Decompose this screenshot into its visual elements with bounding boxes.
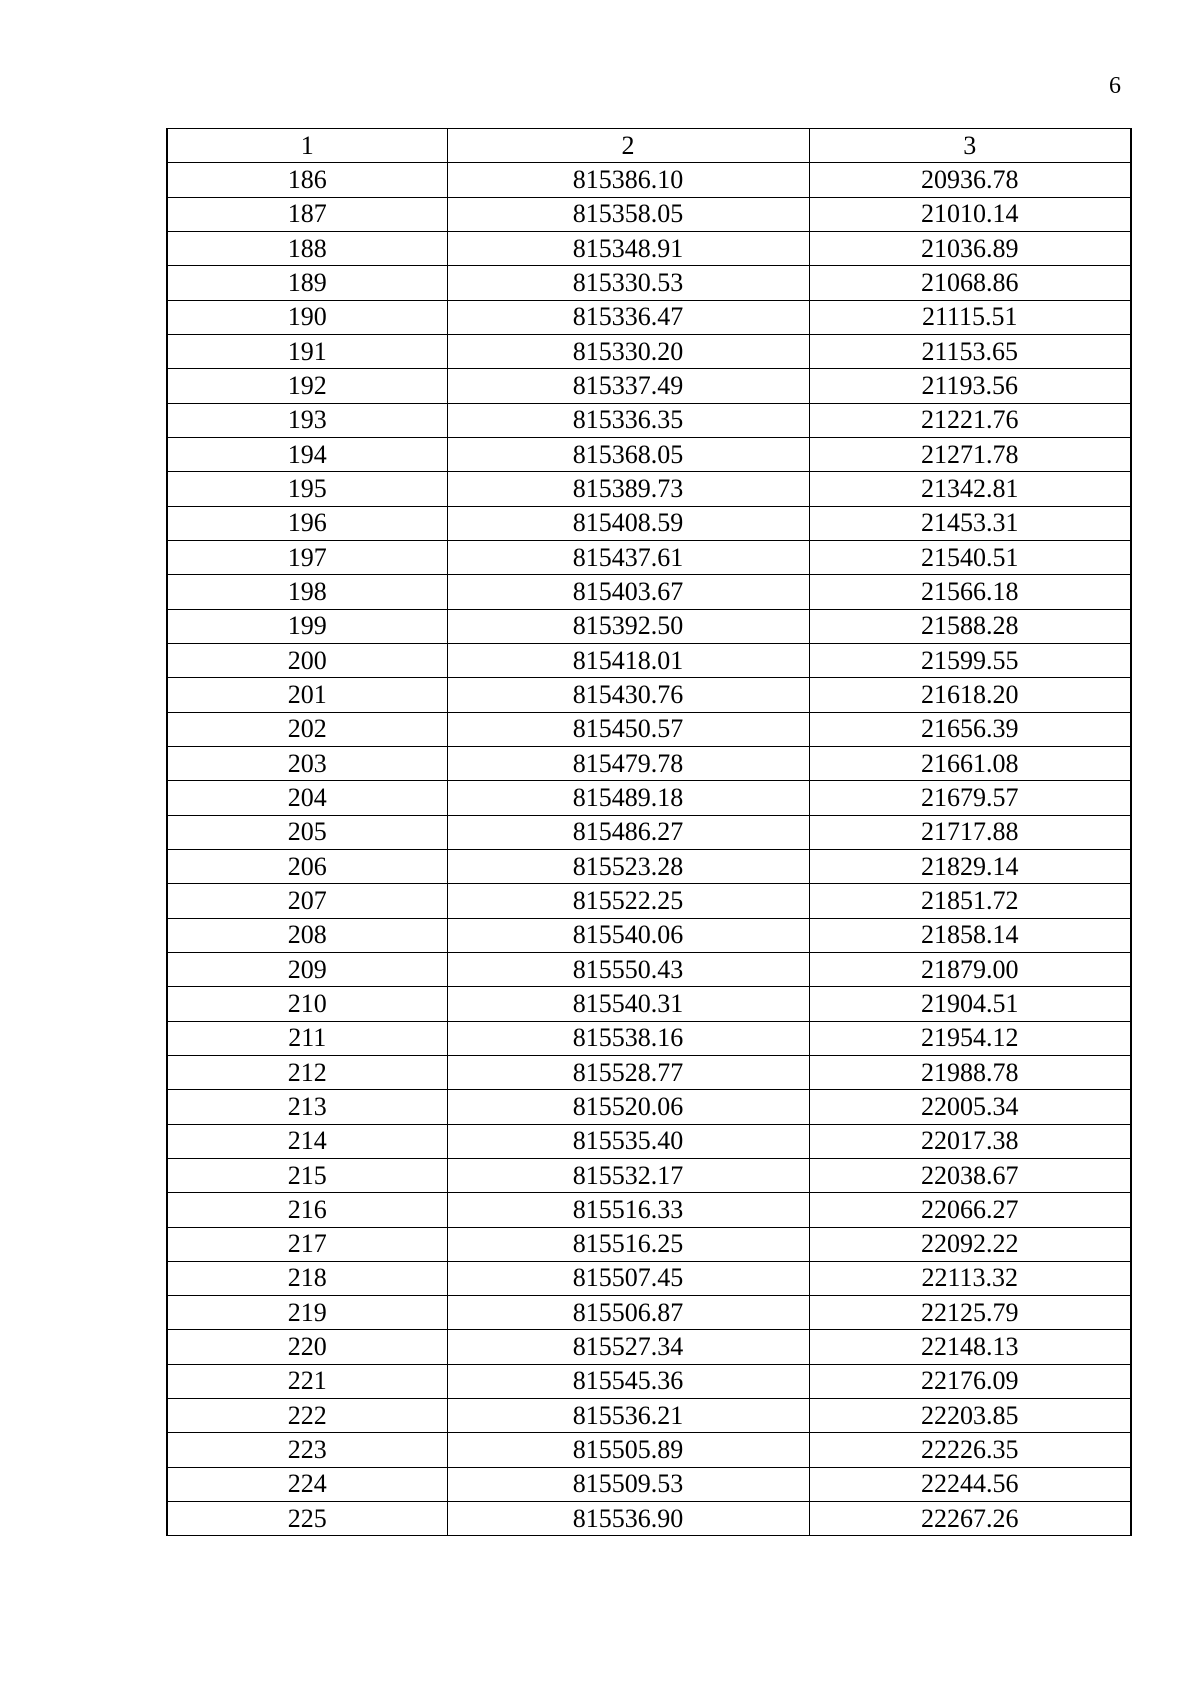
table-cell-col-1: 211 xyxy=(167,1021,447,1055)
coordinates-table xyxy=(166,128,1132,1536)
table-cell-col-1: 201 xyxy=(167,678,447,712)
table-row xyxy=(167,369,1131,403)
table-cell-col-1: 208 xyxy=(167,918,447,952)
table-cell-col-2: 815536.21 xyxy=(447,1399,809,1433)
table-row xyxy=(167,952,1131,986)
table-cell-col-1: 224 xyxy=(167,1467,447,1501)
table-row xyxy=(167,1433,1131,1467)
table-cell-col-2: 815389.73 xyxy=(447,472,809,506)
table-cell-col-1: 219 xyxy=(167,1296,447,1330)
table-row xyxy=(167,231,1131,265)
table-cell-col-1: 212 xyxy=(167,1055,447,1089)
table-cell-col-3: 21342.81 xyxy=(809,472,1131,506)
table-row xyxy=(167,1193,1131,1227)
table-row xyxy=(167,403,1131,437)
table-row xyxy=(167,540,1131,574)
table-row xyxy=(167,781,1131,815)
table-cell-col-1: 214 xyxy=(167,1124,447,1158)
table-row xyxy=(167,1227,1131,1261)
table-row xyxy=(167,163,1131,197)
table-cell-col-3: 21193.56 xyxy=(809,369,1131,403)
table-row xyxy=(167,1261,1131,1295)
table-cell-col-3: 20936.78 xyxy=(809,163,1131,197)
table-cell-col-3: 21453.31 xyxy=(809,506,1131,540)
table-cell-col-2: 815479.78 xyxy=(447,746,809,780)
table-cell-col-2: 815430.76 xyxy=(447,678,809,712)
table-row xyxy=(167,815,1131,849)
table-cell-col-3: 21036.89 xyxy=(809,231,1131,265)
table-row xyxy=(167,1467,1131,1501)
table-cell-col-1: 216 xyxy=(167,1193,447,1227)
table-cell-col-3: 21115.51 xyxy=(809,300,1131,334)
table-cell-col-2: 815535.40 xyxy=(447,1124,809,1158)
table-cell-col-2: 815520.06 xyxy=(447,1090,809,1124)
table-cell-col-1: 187 xyxy=(167,197,447,231)
table-cell-col-1: 191 xyxy=(167,334,447,368)
table-cell-col-3: 22176.09 xyxy=(809,1364,1131,1398)
table-cell-col-2: 815545.36 xyxy=(447,1364,809,1398)
table-cell-col-3: 21599.55 xyxy=(809,643,1131,677)
table-cell-col-2: 815538.16 xyxy=(447,1021,809,1055)
table-cell-col-2: 815336.35 xyxy=(447,403,809,437)
table-cell-col-2: 815330.53 xyxy=(447,266,809,300)
table-cell-col-3: 22267.26 xyxy=(809,1502,1131,1536)
table-cell-col-3: 21829.14 xyxy=(809,849,1131,883)
table-cell-col-2: 815437.61 xyxy=(447,540,809,574)
table-cell-col-1: 199 xyxy=(167,609,447,643)
table-cell-col-1: 189 xyxy=(167,266,447,300)
table-cell-col-1: 198 xyxy=(167,575,447,609)
table-cell-col-1: 206 xyxy=(167,849,447,883)
table-cell-col-3: 21717.88 xyxy=(809,815,1131,849)
table-cell-col-3: 21988.78 xyxy=(809,1055,1131,1089)
table-cell-col-2: 815522.25 xyxy=(447,884,809,918)
table-cell-col-2: 815408.59 xyxy=(447,506,809,540)
table-cell-col-3: 21618.20 xyxy=(809,678,1131,712)
table-row xyxy=(167,437,1131,471)
table-body xyxy=(167,163,1131,1536)
table-cell-col-1: 196 xyxy=(167,506,447,540)
table-cell-col-2: 815540.31 xyxy=(447,987,809,1021)
table-row xyxy=(167,1364,1131,1398)
table-cell-col-1: 204 xyxy=(167,781,447,815)
table-cell-col-2: 815358.05 xyxy=(447,197,809,231)
table-cell-col-2: 815528.77 xyxy=(447,1055,809,1089)
table-cell-col-1: 215 xyxy=(167,1158,447,1192)
table-cell-col-3: 22113.32 xyxy=(809,1261,1131,1295)
table-cell-col-2: 815418.01 xyxy=(447,643,809,677)
table-cell-col-2: 815348.91 xyxy=(447,231,809,265)
table-row xyxy=(167,1090,1131,1124)
table-cell-col-2: 815516.33 xyxy=(447,1193,809,1227)
table-cell-col-1: 210 xyxy=(167,987,447,1021)
table-cell-col-2: 815523.28 xyxy=(447,849,809,883)
table-cell-col-3: 22244.56 xyxy=(809,1467,1131,1501)
table-cell-col-3: 21879.00 xyxy=(809,952,1131,986)
table-cell-col-3: 22017.38 xyxy=(809,1124,1131,1158)
table-cell-col-3: 22092.22 xyxy=(809,1227,1131,1261)
table-cell-col-1: 202 xyxy=(167,712,447,746)
table-cell-col-1: 225 xyxy=(167,1502,447,1536)
table-row xyxy=(167,1124,1131,1158)
table-cell-col-2: 815516.25 xyxy=(447,1227,809,1261)
table-cell-col-3: 22038.67 xyxy=(809,1158,1131,1192)
table-cell-col-1: 188 xyxy=(167,231,447,265)
table-cell-col-2: 815486.27 xyxy=(447,815,809,849)
table-cell-col-1: 220 xyxy=(167,1330,447,1364)
table-cell-col-1: 222 xyxy=(167,1399,447,1433)
table-cell-col-3: 21858.14 xyxy=(809,918,1131,952)
table-row xyxy=(167,506,1131,540)
table-cell-col-2: 815489.18 xyxy=(447,781,809,815)
table-row xyxy=(167,643,1131,677)
table-cell-col-2: 815336.47 xyxy=(447,300,809,334)
table-cell-col-3: 21221.76 xyxy=(809,403,1131,437)
table-header-row xyxy=(167,129,1131,163)
table-cell-col-3: 21904.51 xyxy=(809,987,1131,1021)
table-cell-col-1: 213 xyxy=(167,1090,447,1124)
table-cell-col-3: 21588.28 xyxy=(809,609,1131,643)
table-cell-col-1: 194 xyxy=(167,437,447,471)
table-cell-col-3: 22125.79 xyxy=(809,1296,1131,1330)
table-row xyxy=(167,712,1131,746)
table-cell-col-1: 217 xyxy=(167,1227,447,1261)
table-cell-col-1: 221 xyxy=(167,1364,447,1398)
column-header-3: 3 xyxy=(809,129,1131,163)
table-cell-col-3: 21271.78 xyxy=(809,437,1131,471)
table-cell-col-1: 197 xyxy=(167,540,447,574)
column-header-2: 2 xyxy=(447,129,809,163)
table-cell-col-3: 21068.86 xyxy=(809,266,1131,300)
table-cell-col-2: 815403.67 xyxy=(447,575,809,609)
table-cell-col-3: 22066.27 xyxy=(809,1193,1131,1227)
table-cell-col-2: 815392.50 xyxy=(447,609,809,643)
table-row xyxy=(167,746,1131,780)
table-cell-col-3: 21661.08 xyxy=(809,746,1131,780)
table-cell-col-3: 21566.18 xyxy=(809,575,1131,609)
table-cell-col-3: 22148.13 xyxy=(809,1330,1131,1364)
table-row xyxy=(167,334,1131,368)
table-row xyxy=(167,1330,1131,1364)
table-cell-col-3: 21954.12 xyxy=(809,1021,1131,1055)
table-row xyxy=(167,1399,1131,1433)
table-row xyxy=(167,197,1131,231)
table-row xyxy=(167,575,1131,609)
table-row xyxy=(167,849,1131,883)
table-cell-col-1: 190 xyxy=(167,300,447,334)
table-cell-col-1: 186 xyxy=(167,163,447,197)
table-row xyxy=(167,472,1131,506)
table-cell-col-2: 815507.45 xyxy=(447,1261,809,1295)
table-row xyxy=(167,609,1131,643)
table-row xyxy=(167,918,1131,952)
page-number: 6 xyxy=(1109,73,1121,99)
table-cell-col-3: 21540.51 xyxy=(809,540,1131,574)
table-cell-col-2: 815540.06 xyxy=(447,918,809,952)
table-cell-col-3: 21851.72 xyxy=(809,884,1131,918)
table-cell-col-1: 193 xyxy=(167,403,447,437)
column-header-1: 1 xyxy=(167,129,447,163)
table-cell-col-2: 815450.57 xyxy=(447,712,809,746)
table-cell-col-3: 22226.35 xyxy=(809,1433,1131,1467)
table-row xyxy=(167,1158,1131,1192)
table-cell-col-1: 203 xyxy=(167,746,447,780)
table-cell-col-3: 21010.14 xyxy=(809,197,1131,231)
table-row xyxy=(167,1055,1131,1089)
table-row xyxy=(167,1296,1131,1330)
table-cell-col-3: 21153.65 xyxy=(809,334,1131,368)
table-cell-col-1: 192 xyxy=(167,369,447,403)
table-cell-col-1: 207 xyxy=(167,884,447,918)
table-cell-col-3: 22203.85 xyxy=(809,1399,1131,1433)
table-cell-col-2: 815550.43 xyxy=(447,952,809,986)
table-cell-col-3: 21656.39 xyxy=(809,712,1131,746)
table-cell-col-2: 815505.89 xyxy=(447,1433,809,1467)
table-cell-col-2: 815536.90 xyxy=(447,1502,809,1536)
table-cell-col-2: 815386.10 xyxy=(447,163,809,197)
table-cell-col-2: 815532.17 xyxy=(447,1158,809,1192)
table-cell-col-2: 815509.53 xyxy=(447,1467,809,1501)
table-cell-col-2: 815527.34 xyxy=(447,1330,809,1364)
table-cell-col-1: 209 xyxy=(167,952,447,986)
table-row xyxy=(167,1021,1131,1055)
table-row xyxy=(167,1502,1131,1536)
table-cell-col-1: 205 xyxy=(167,815,447,849)
table-cell-col-2: 815506.87 xyxy=(447,1296,809,1330)
table-row xyxy=(167,300,1131,334)
table-cell-col-1: 223 xyxy=(167,1433,447,1467)
table-cell-col-1: 195 xyxy=(167,472,447,506)
table-cell-col-1: 218 xyxy=(167,1261,447,1295)
table-cell-col-1: 200 xyxy=(167,643,447,677)
table-cell-col-2: 815368.05 xyxy=(447,437,809,471)
table-cell-col-2: 815330.20 xyxy=(447,334,809,368)
table-cell-col-3: 21679.57 xyxy=(809,781,1131,815)
table-row xyxy=(167,884,1131,918)
table-cell-col-3: 22005.34 xyxy=(809,1090,1131,1124)
table-cell-col-2: 815337.49 xyxy=(447,369,809,403)
table-row xyxy=(167,678,1131,712)
table-row xyxy=(167,987,1131,1021)
table-row xyxy=(167,266,1131,300)
